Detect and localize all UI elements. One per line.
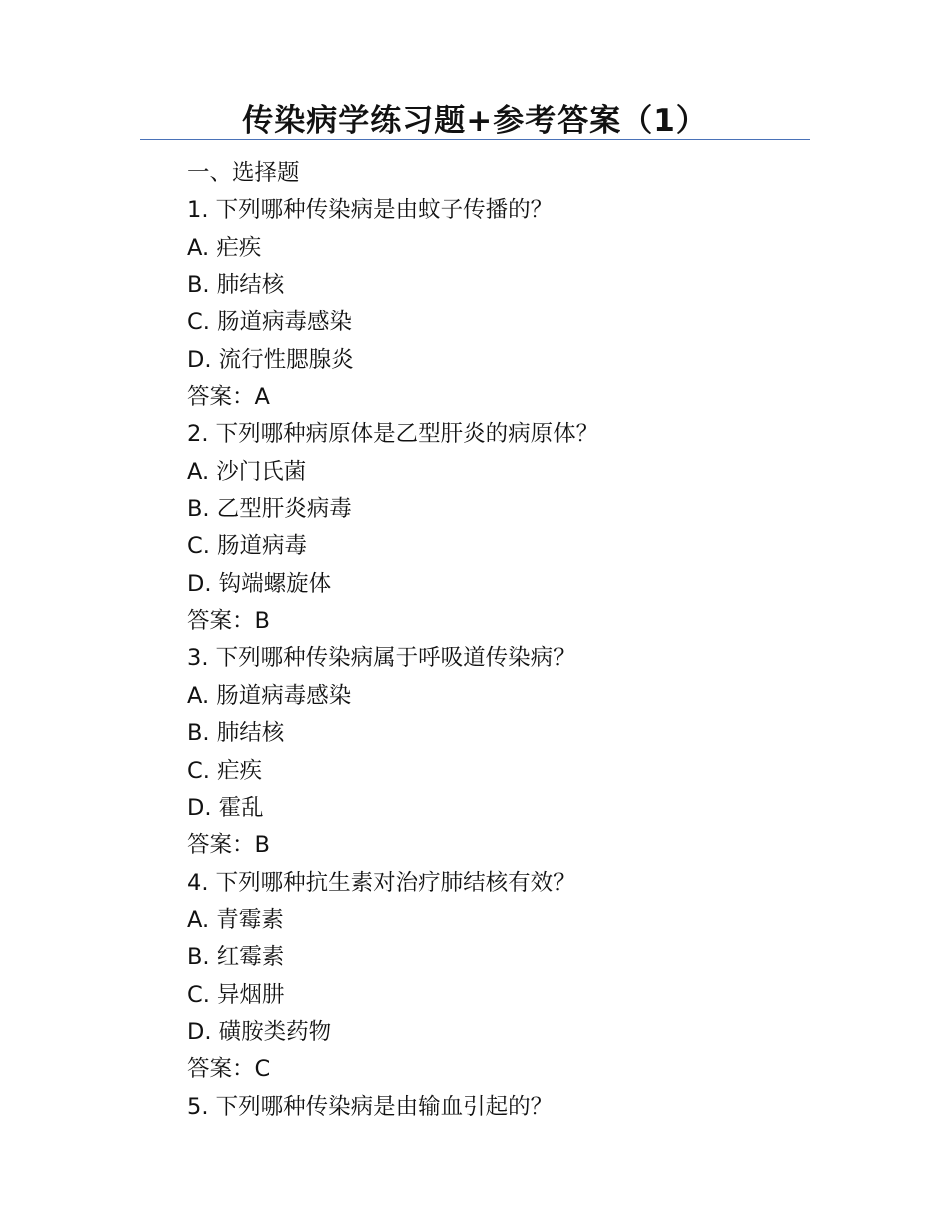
title-underline [140,139,810,140]
option-d: D. 磺胺类药物 [187,1018,332,1045]
option-a: A. 肠道病毒感染 [187,682,352,709]
question-block-3 [187,640,787,864]
option-d: D. 钩端螺旋体 [187,570,332,597]
section-heading: 一、选择题 [187,160,300,186]
answer-line: 答案：C [187,1056,271,1083]
question-stem: 5. 下列哪种传染病是由输血引起的？ [187,1093,554,1120]
option-d: D. 霍乱 [187,794,264,821]
option-c: C. 异烟肼 [187,981,285,1008]
option-a: A. 沙门氏菌 [187,458,307,485]
option-c: C. 肠道病毒感染 [187,309,353,336]
question-stem: 4. 下列哪种抗生素对治疗肺结核有效？ [187,869,576,896]
option-b: B. 肺结核 [187,272,285,299]
option-b: B. 肺结核 [187,720,285,747]
option-d: D. 流行性腮腺炎 [187,346,354,373]
question-stem: 3. 下列哪种传染病属于呼吸道传染病？ [187,645,576,672]
option-b: B. 红霉素 [187,944,285,971]
option-c: C. 疟疾 [187,757,263,784]
question-stem: 2. 下列哪种病原体是乙型肝炎的病原体？ [187,421,599,448]
answer-line: 答案：B [187,608,270,635]
question-stem: 1. 下列哪种传染病是由蚊子传播的？ [187,197,554,224]
question-block-4 [187,865,787,1089]
question-block-2 [187,416,787,640]
answer-line: 答案：A [187,384,270,411]
answer-line: 答案：B [187,832,270,859]
option-b: B. 乙型肝炎病毒 [187,496,352,523]
question-block-1 [187,192,787,416]
option-a: A. 疟疾 [187,234,262,261]
option-c: C. 肠道病毒 [187,533,308,560]
question-block-5 [187,1089,787,1126]
document-title: 传染病学练习题+参考答案（1） [242,103,708,139]
option-a: A. 青霉素 [187,906,284,933]
document-body [187,155,787,1126]
